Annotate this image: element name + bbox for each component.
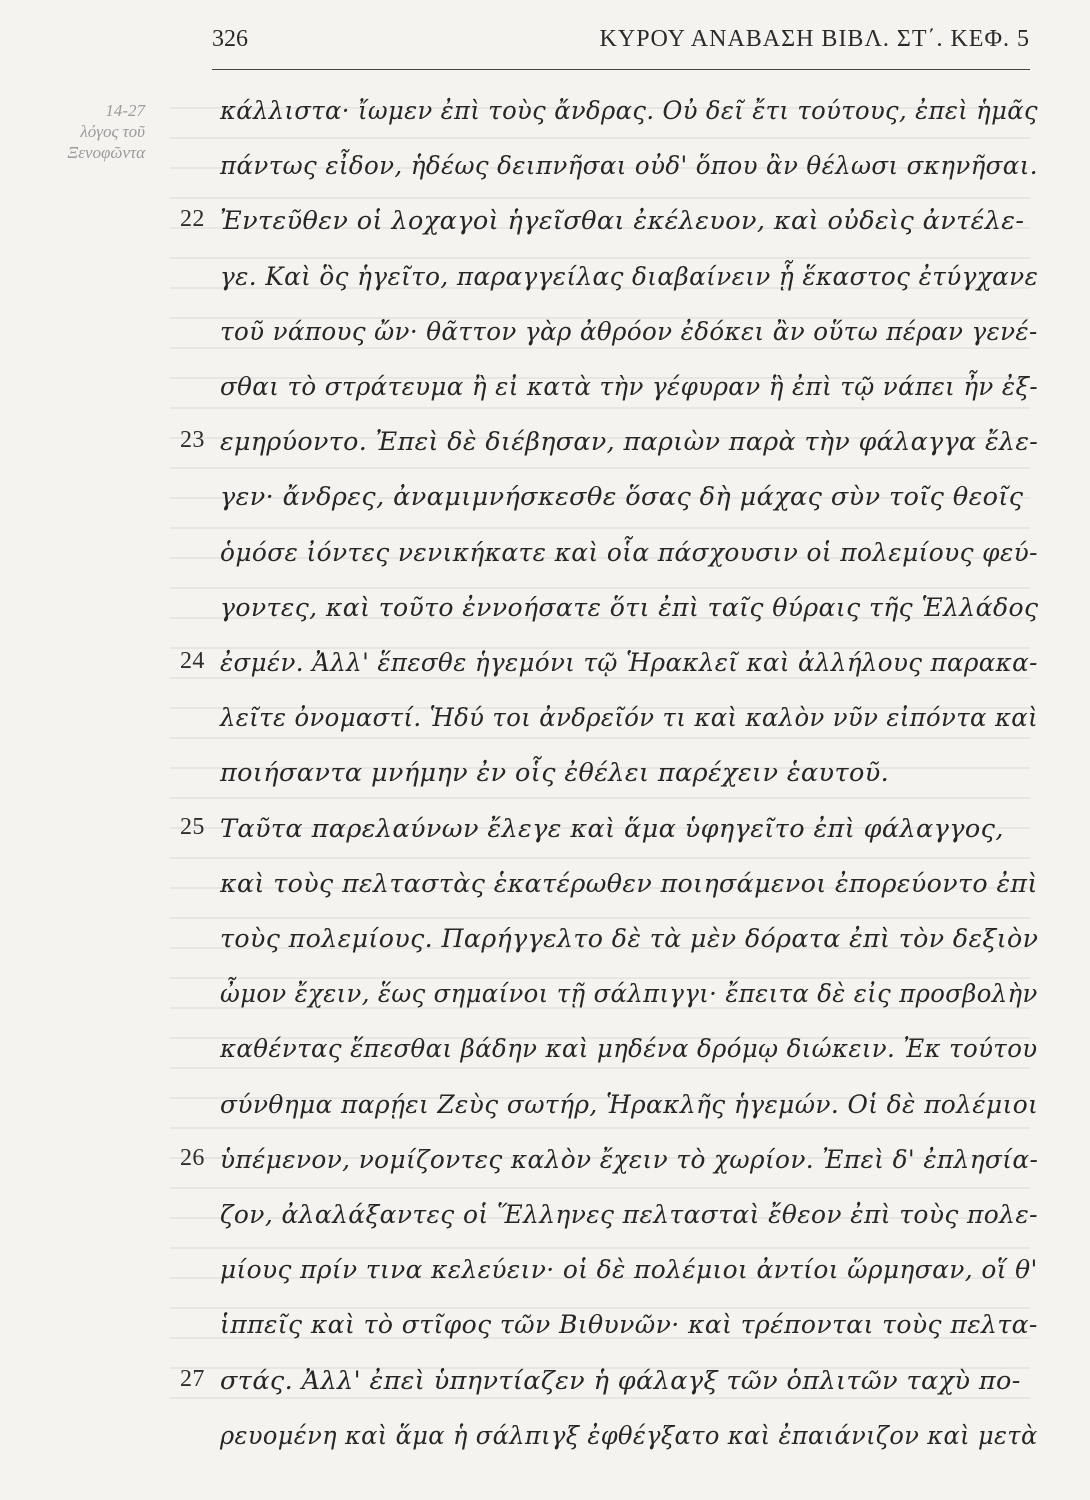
line-text: τοῦ νάπους ὤν· θᾶττον γὰρ ἀθρόον ἐδόκει ἂν οὕτω πέραν γενέ- (220, 316, 1038, 347)
section-number: 22 (180, 206, 205, 233)
text-line (180, 1421, 1040, 1461)
line-text: γεν· ἄνδρες, ἀναμιμνήσκεσθε ὅσας δὴ μάχας σὺν τοῖς θεοῖς (220, 482, 1024, 513)
section-number: 24 (180, 648, 205, 674)
margin-note (0, 100, 145, 163)
text-line (180, 1034, 1040, 1074)
bleed-line (170, 467, 1030, 469)
section-number: 27 (180, 1365, 205, 1392)
text-line (180, 538, 1040, 578)
text-line (180, 317, 1040, 357)
text-line (180, 206, 1040, 246)
text-line (180, 1200, 1040, 1240)
text-line (180, 1310, 1040, 1350)
bleed-line (170, 527, 1030, 529)
bleed-line (170, 917, 1030, 919)
line-text: κάλλιστα· ἴωμεν ἐπὶ τοὺς ἄνδρας. Οὐ δεῖ ἔτι τούτους, ἐπεὶ ἡμᾶς (220, 96, 1038, 126)
bleed-line (170, 1307, 1030, 1309)
text-line (180, 814, 1040, 854)
line-text: ἱππεῖς καὶ τὸ στῖφος τῶν Βιθυνῶν· καὶ τρέπονται τοὺς πελτα- (220, 1310, 1038, 1341)
text-line (180, 648, 1040, 688)
text-line (180, 1145, 1040, 1185)
text-line (180, 262, 1040, 302)
running-head: ΚΥΡΟΥ ΑΝΑΒΑΣΗ ΒΙΒΛ. ΣΤ΄. ΚΕΦ. 5 (599, 26, 1030, 52)
bleed-line (170, 1247, 1030, 1249)
text-line (180, 703, 1040, 743)
line-text: σθαι τὸ στράτευμα ἢ εἰ κατὰ τὴν γέφυραν ἣ ἐπὶ τῷ νάπει ἦν ἐξ- (220, 372, 1039, 402)
line-text: γοντες, καὶ τοῦτο ἐννοήσατε ὅτι ἐπὶ ταῖς θύραις τῆς Ἑλλάδος (220, 592, 1039, 623)
line-text: σύνθημα παρῄει Ζεὺς σωτήρ, Ἡρακλῆς ἡγεμών. Οἱ δὲ πολέμιοι (220, 1089, 1039, 1120)
margin-note-line-1: λόγος τοῦ (80, 122, 145, 141)
line-text: καὶ τοὺς πελταστὰς ἑκατέρωθεν ποιησάμενοι ἐπορεύοντο ἐπὶ (220, 868, 1038, 899)
line-text: ἐσμέν. Ἀλλ' ἕπεσθε ἡγεμόνι τῷ Ἡρακλεῖ καὶ ἀλλήλους παρακα- (220, 648, 1038, 678)
page-number: 326 (212, 26, 248, 52)
text-line (180, 1255, 1040, 1295)
text-line (180, 1090, 1040, 1130)
line-text: ὑπέμενον, νομίζοντες καλὸν ἔχειν τὸ χωρίον. Ἐπεὶ δ' ἐπλησία- (220, 1144, 1039, 1175)
line-text: μίους πρίν τινα κελεύειν· οἱ δὲ πολέμιοι ἀντίοι ὥρμησαν, οἵ θ' (220, 1255, 1038, 1286)
text-line (180, 96, 1040, 136)
line-text: καθέντας ἕπεσθαι βάδην καὶ μηδένα δρόμῳ διώκειν. Ἐκ τούτου (220, 1034, 1038, 1065)
section-number: 26 (180, 1144, 205, 1171)
line-text: ρευομένη καὶ ἅμα ἡ σάλπιγξ ἐφθέγξατο καὶ ἐπαιάνιζον καὶ μετὰ (220, 1420, 1038, 1451)
text-line (180, 151, 1040, 191)
line-text: ὁμόσε ἰόντες νενικήκατε καὶ οἷα πάσχουσιν οἱ πολεμίους φεύ- (220, 537, 1038, 568)
text-line (180, 869, 1040, 909)
line-text: τοὺς πολεμίους. Παρήγγελτο δὲ τὰ μὲν δόρατα ἐπὶ τὸν δεξιὸν (220, 924, 1039, 954)
line-text: ποιήσαντα μνήμην ἐν οἷς ἐθέλει παρέχειν ἑαυτοῦ. (220, 758, 890, 789)
line-text: λεῖτε ὀνομαστί. Ἡδύ τοι ἀνδρεῖόν τι καὶ καλὸν νῦν εἰπόντα καὶ (220, 703, 1038, 734)
text-line (180, 979, 1040, 1019)
text-line (180, 1366, 1040, 1406)
text-line (180, 482, 1040, 522)
margin-note-range: 14-27 (105, 101, 145, 120)
text-line (180, 427, 1040, 467)
line-text: ὦμον ἔχειν, ἕως σημαίνοι τῇ σάλπιγγι· ἔπειτα δὲ εἰς προσβολὴν (220, 979, 1038, 1010)
bleed-line (170, 257, 1030, 259)
line-text: πάντως εἶδον, ἡδέως δειπνῆσαι οὐδ' ὅπου ἂν θέλωσι σκηνῆσαι. (220, 151, 1038, 182)
line-text: εμηρύοντο. Ἐπεὶ δὲ διέβησαν, παριὼν παρὰ τὴν φάλαγγα ἔλε- (220, 427, 1039, 458)
bleed-line (170, 1187, 1030, 1189)
line-text: ζον, ἀλαλάξαντες οἱ Ἕλληνες πελτασταὶ ἔθεον ἐπὶ τοὺς πολε- (220, 1200, 1038, 1230)
bleed-line (170, 197, 1030, 199)
line-text: γε. Καὶ ὃς ἡγεῖτο, παραγγείλας διαβαίνειν ᾗ ἕκαστος ἐτύγχανε (220, 261, 1039, 292)
bleed-line (170, 857, 1030, 859)
line-text: Ταῦτα παρελαύνων ἔλεγε καὶ ἅμα ὑφηγεῖτο ἐπὶ φάλαγγος, (220, 813, 1004, 844)
line-text: Ἐντεῦθεν οἱ λοχαγοὶ ἡγεῖσθαι ἐκέλευον, καὶ οὐδεὶς ἀντέλε- (220, 206, 1025, 237)
bleed-line (170, 137, 1030, 139)
page-header (212, 22, 1030, 62)
section-number: 23 (180, 427, 205, 454)
text-line (180, 924, 1040, 964)
bleed-line (170, 587, 1030, 589)
line-text: στάς. Ἀλλ' ἐπεὶ ὑπηντίαζεν ἡ φάλαγξ τῶν ὁπλιτῶν ταχὺ πο- (220, 1365, 1021, 1396)
text-line (180, 372, 1040, 412)
text-line (180, 758, 1040, 798)
margin-note-line-2: Ξενοφῶντα (67, 143, 145, 162)
text-line (180, 593, 1040, 633)
header-rule (212, 69, 1030, 70)
section-number: 25 (180, 813, 205, 840)
